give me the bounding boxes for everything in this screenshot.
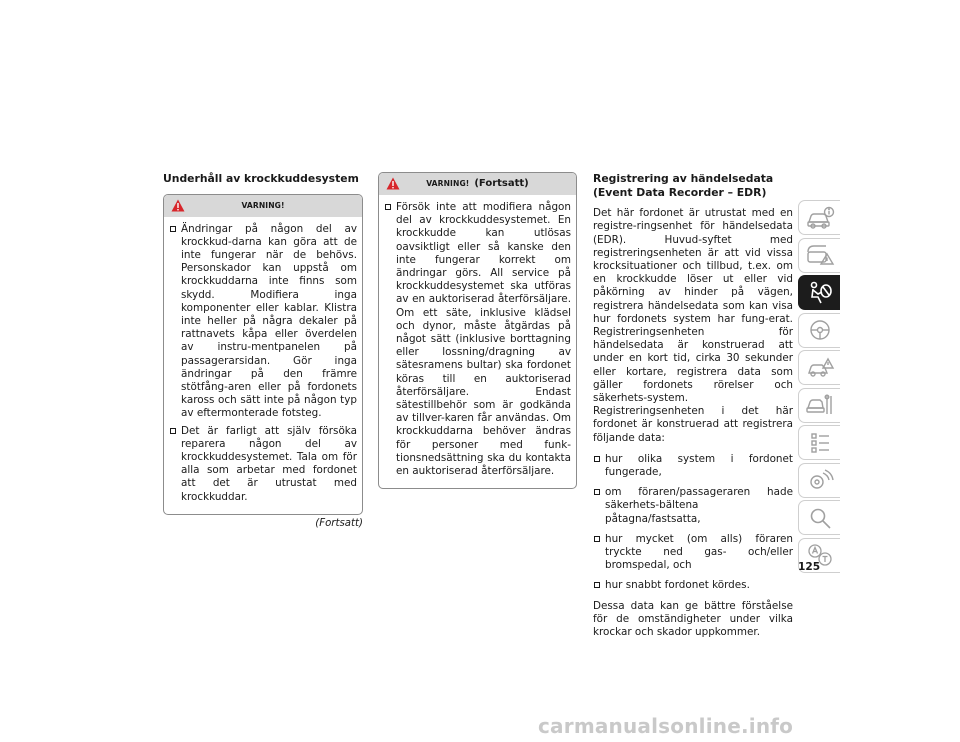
left-column (163, 172, 363, 530)
list-item: hur mycket (om alls) föraren tryckte ned gas- och/eller bromspedal, och (593, 533, 793, 573)
list-item: hur snabbt fordonet kördes. (593, 579, 793, 592)
multimedia-icon (805, 467, 835, 493)
warning-title: VARNING! (241, 200, 285, 210)
tab-safety[interactable] (798, 275, 840, 310)
continued-note: (Fortsatt) (315, 517, 363, 529)
search-index-icon (805, 505, 835, 531)
tab-emergency[interactable] (798, 350, 840, 385)
seat-airbag-icon (805, 280, 835, 306)
edr-intro-paragraph: Det här fordonet är utrustat med en registre-ringsenhet för händelsedata (EDR). Huvud-syftet med registreringsenheten är att vid vissa krocksituationer och tillbud, t.ex. om en krockkudde löser ut eller vid påkörning av hinder på vägen, registrera händelsedata som kan visa hur fordonets system har fung-erat. Registreringsenheten för händelsedata är konstruerad att under en kort tid, cirka 30 sekunder eller kortare, registrera data som gäller fordonets rörelser och säkerhets-system. Registreringsenheten i det här fordonet är konstruerad att registrera följande data: (593, 207, 793, 444)
tab-service[interactable] (798, 388, 840, 423)
tab-specifications[interactable] (798, 425, 840, 460)
section-title-airbag-maintenance: Underhåll av krockkuddesystem (163, 172, 359, 185)
warning-triangle-icon (386, 177, 400, 190)
edr-outro-paragraph: Dessa data kan ge bättre förståelse för de omständigheter under vilka krockar och skador uppkommer. (593, 599, 793, 639)
edr-data-list (593, 453, 793, 593)
page-number: 125 (798, 561, 821, 573)
warning-continued-label: (Fortsatt) (474, 178, 529, 190)
warning-item: Det är farligt att själv försöka reparera någon del av krockkuddesystemet. Tala om för alla som arbetar med fordonet att det är utrustat med krockkuddar. (169, 425, 357, 504)
warning-box-continued (378, 172, 577, 489)
list-item: hur olika system i fordonet fungerade, (593, 453, 793, 479)
roadside-hazard-icon (805, 355, 835, 381)
warning-body (164, 217, 362, 514)
car-info-icon (805, 205, 835, 231)
car-service-tools-icon (805, 392, 835, 418)
warning-body (379, 195, 576, 488)
watermark-text: carmanualsonline.info (538, 714, 794, 738)
middle-column (378, 172, 577, 489)
specs-list-icon (805, 430, 835, 456)
list-item: om föraren/passageraren hade säkerhets-bältena påtagna/fastsatta, (593, 486, 793, 526)
tab-index[interactable] (798, 500, 840, 535)
warning-header (379, 173, 576, 195)
tab-multimedia[interactable] (798, 463, 840, 498)
warning-triangle-icon (171, 199, 185, 212)
warning-header (164, 195, 362, 217)
right-column (593, 172, 793, 647)
warning-item: Försök inte att modifiera någon del av krockkuddesystemet. En krockkudde kan utlösas oavsiktligt eller så kanske den inte fungerar korrekt om ändringar görs. All service på krockkuddesystemet ska utföras av en auktoriserad återförsäljare. Om ett säte, inklusive klädsel och dynor, måste åtgärdas på något sätt (inklusive borttagning eller lossning/dragning av sätesramens bultar) ska fordonet köras till en auktoriserad återförsäljare. Endast sätestillbehör som är godkända av tillver-karen får användas. Om krockkuddarna behöver ändras för personer med funk-tionsnedsättning ska du kontakta en auktoriserad återförsäljare. (384, 201, 571, 478)
dashboard-warning-icon (805, 242, 835, 268)
tab-dashboard-warnings[interactable] (798, 238, 840, 273)
tab-driving[interactable] (798, 313, 840, 348)
steering-wheel-icon (805, 317, 835, 343)
warning-item: Ändringar på någon del av krockkud-darna kan göra att de inte fungerar när de behövs. Personskador kan uppstå om krockkuddarna inte finns som skydd. Modifiera inga komponenter eller kablar. Klistra inte heller på några dekaler på rattnavets kåpa eller överdelen av instru-mentpanelen på passagerarsidan. Gör inga ändringar på den främre stötfång-aren eller på fordonets kaross och sätt inte på någon typ av eftermonterade fotsteg. (169, 223, 357, 421)
warning-box (163, 194, 363, 515)
warning-title: VARNING! (426, 179, 470, 189)
chapter-tabs (798, 200, 840, 575)
section-title-edr: Registrering av händelsedata (Event Data Recorder – EDR) (593, 172, 774, 199)
tab-car-info[interactable] (798, 200, 840, 235)
